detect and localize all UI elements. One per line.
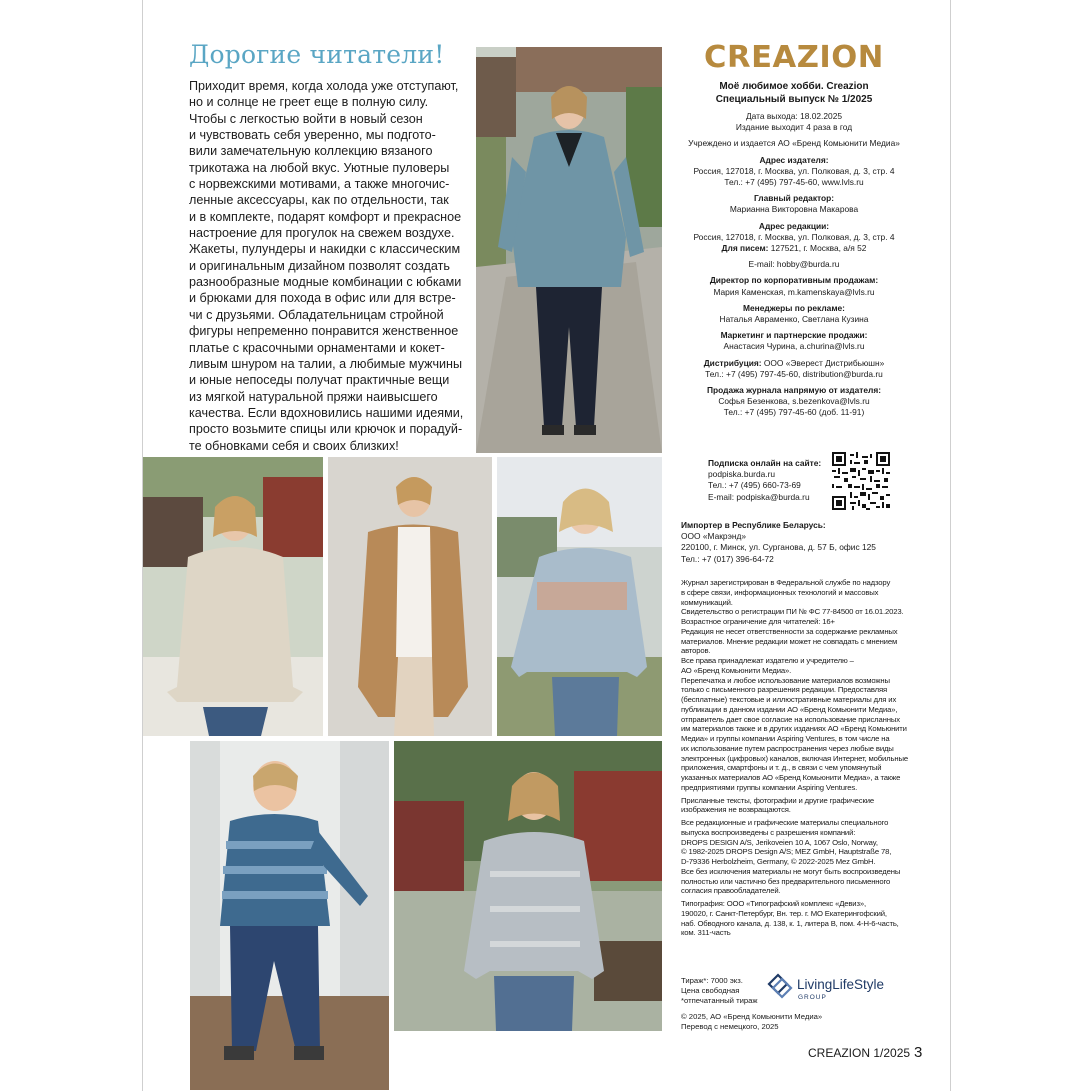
- intro-line: настроение для прогулок на свежем воздухе.: [189, 226, 455, 241]
- legal-line: Свидетельство о регистрации ПИ № ФС 77-84500 от 16.01.2023.: [681, 607, 904, 617]
- redaction-email: E-mail: hobby@burda.ru: [748, 259, 840, 270]
- intro-line: Чтобы с легкостью войти в новый сезон: [189, 111, 423, 126]
- legal-line: изображения не возвращаются.: [681, 805, 791, 815]
- intro-line: фигуры непременно понравится женственное: [189, 324, 459, 339]
- legal-line: Все права принадлежат издателю и учредителю –: [681, 656, 854, 665]
- publisher-phone: Тел.: +7 (495) 797-45-60, www.lvls.ru: [724, 177, 864, 188]
- intro-line: ливым шнуром на талии, а любимые мужчины: [189, 356, 463, 371]
- intro-line: платье с красочными орнаментами и кокет-: [189, 340, 445, 355]
- direct-sales-name: Софья Безенкова, s.bezenkova@lvls.ru: [718, 396, 870, 407]
- legal-line: выпуска воспроизведены с разрешения компаний:: [681, 827, 856, 837]
- legal-line: Возрастное ограничение для читателей: 16+: [681, 617, 835, 626]
- legal-line: публикации в данном издании АО «Бренд Комьюнити Медиа»,: [681, 704, 898, 714]
- legal-line: © 1982-2025 DROPS Design A/S; MEZ GmbH, Hauptstraße 78,: [681, 847, 892, 857]
- ads-heading: Менеджеры по рекламе:: [743, 302, 845, 313]
- intro-text: [189, 78, 474, 454]
- legal-line: приложения, смартфоны и т. д., в связи с чем упомянутый: [681, 763, 882, 773]
- copyright-line: © 2025, АО «Бренд Комьюнити Медиа»: [681, 1012, 823, 1021]
- publisher-address: Россия, 127018, г. Москва, ул. Полковая, д. 3, стр. 4: [693, 165, 895, 176]
- intro-line: ленные аксессуары, как по отдельности, так: [189, 193, 449, 208]
- intro-line: чи с друзьями. Обладательницам стройной: [189, 307, 444, 322]
- photo-woman-beige-sweater: [143, 457, 323, 736]
- legal-line: 190020, г. Санкт-Петербург, Вн. тер. г. МО Екатерингофский,: [681, 908, 887, 918]
- intro-line: но и солнце не греет еще в полную силу.: [189, 95, 429, 110]
- legal-line: их использование путем распространения через любые виды: [681, 743, 894, 753]
- subscription-phone: Тел.: +7 (495) 660-73-69: [708, 480, 801, 491]
- subscription-block: [708, 458, 838, 503]
- distribution-phone: Тел.: +7 (495) 797-45-60, distribution@burda.ru: [705, 368, 883, 379]
- legal-line: предприятиями группы компании Aspiring Ventures.: [681, 782, 858, 792]
- imprint-subtitle: Моё любимое хобби. Creazion: [719, 81, 869, 92]
- legal-line: Все редакционные и графические материалы специального: [681, 818, 889, 827]
- belarus-importer: [681, 520, 907, 565]
- direct-sales-phone: Тел.: +7 (495) 797-45-60 (доб. 11-91): [723, 407, 865, 418]
- creazion-logo: CREAZION: [704, 40, 884, 75]
- intro-line: и брюками для похода в офис или для встре-: [189, 291, 456, 306]
- intro-line: и оригинальным дизайном позволят создать: [189, 258, 450, 273]
- intro-line: и в комплекте, подарят комфорт и прекрасное: [189, 209, 462, 224]
- legal-line: Все без исключения материалы не могут быть воспроизведены: [681, 866, 901, 876]
- distribution-value: ООО «Эверест Дистрибьюшн»: [761, 357, 885, 368]
- letters-address: [681, 243, 907, 254]
- release-date: Дата выхода: 18.02.2025: [745, 111, 843, 121]
- page-footer: [808, 1044, 922, 1061]
- legal-line: Редакция не несет ответственности за содержание рекламных: [681, 626, 898, 636]
- intro-line: разнообразные модные комбинации с юбками: [189, 275, 462, 290]
- subscription-site[interactable]: podpiska.burda.ru: [708, 469, 776, 480]
- photo-woman-grey-cardigan: [394, 741, 662, 1031]
- legal-line: Присланные тексты, фотографии и другие графические: [681, 795, 874, 805]
- intro-line: Приходит время, когда холода уже отступают,: [189, 79, 459, 93]
- intro-line: и чувствовать себя уверенно, мы подгото-: [189, 128, 436, 143]
- intro-line: те обновками себя и своих близких!: [189, 438, 399, 453]
- editor-name: Марианна Викторовна Макарова: [729, 204, 859, 215]
- legal-line: Перепечатка и любое использование материалов возможны: [681, 675, 890, 685]
- subscription-email[interactable]: E-mail: podpiska@burda.ru: [708, 491, 810, 502]
- livinglifestyle-logo: [767, 972, 907, 1002]
- translation-line: Перевод с немецкого, 2025: [681, 1021, 779, 1031]
- corp-sales-name: Мария Каменская, m.kamenskaya@lvls.ru: [713, 286, 875, 297]
- legal-line: наб. Обводного канала, д. 138, к. 1, литера В, пом. 4-Н-6-часть,: [681, 918, 899, 928]
- imprint-issue: Специальный выпуск № 1/2025: [715, 94, 873, 105]
- letters-label: Для писем:: [721, 243, 769, 254]
- legal-line: согласия правообладателей.: [681, 886, 781, 896]
- distribution-label: Дистрибуция:: [703, 357, 762, 368]
- legal-line: Журнал зарегистрирован в Федеральной службе по надзору: [681, 578, 891, 587]
- legal-line: Медиа» и группы компании Aspiring Ventures, в том числе на: [681, 734, 890, 743]
- publisher-heading: Адрес издателя:: [759, 154, 829, 165]
- legal-line: отправитель дает свое согласие на использование присланных: [681, 714, 900, 724]
- price-line: Цена свободная: [681, 985, 740, 995]
- letters-value: 127521, г. Москва, а/я 52: [768, 243, 867, 254]
- distribution-line: [681, 358, 907, 369]
- intro-line: просто возьмите спицы или крючок и порадуй-: [189, 422, 463, 437]
- print-run-line: Тираж*: 7000 экз.: [681, 976, 743, 985]
- photo-woman-golden-shawl: [328, 457, 492, 736]
- copyright: [681, 1012, 881, 1032]
- livinglifestyle-name: LivingLifeStyle: [797, 977, 885, 992]
- photo-boy-striped-sweater: [190, 741, 389, 1090]
- legal-line: Типография: ООО «Типографский комплекс «Девиз»,: [681, 899, 866, 908]
- redaction-heading: Адрес редакции:: [758, 220, 830, 231]
- ads-names: Наталья Авраменко, Светлана Кузина: [719, 314, 869, 325]
- livinglifestyle-group: GROUP: [798, 994, 827, 1001]
- photo-woman-blue-tunic: [476, 47, 662, 453]
- intro-title: Дорогие читатели!: [189, 40, 445, 69]
- legal-line: АО «Бренд Комьюнити Медиа».: [681, 665, 792, 675]
- belarus-phone: Тел.: +7 (017) 396-64-72: [681, 553, 774, 564]
- belarus-address: 220100, г. Минск, ул. Сурганова, д. 57 Б, офис 125: [681, 542, 876, 553]
- legal-line: авторов.: [681, 646, 711, 656]
- print-run: [681, 976, 771, 1005]
- qr-code-icon: [832, 452, 890, 510]
- subscription-heading: Подписка онлайн на сайте:: [708, 458, 822, 468]
- intro-line: с норвежскими мотивами, а также многочис-: [189, 177, 450, 192]
- legal-line: указанных материалов АО «Бренд Комьюнити Медиа», а также: [681, 773, 901, 782]
- print-run-note: *отпечатанный тираж: [681, 995, 758, 1005]
- page-number: 3: [914, 1044, 923, 1061]
- footer-magazine: CREAZION 1/2025: [808, 1046, 911, 1060]
- intro-line: из мягкой натуральной пряжи наивысшего: [189, 389, 438, 404]
- legal-line: электронных (цифровых) каналов, включая Интернет, мобильные: [681, 753, 908, 763]
- legal-line: полностью или частично без предварительного письменного: [681, 876, 891, 886]
- legal-line: коммуникаций.: [681, 597, 733, 607]
- legal-line: ком. 311-часть: [681, 928, 731, 938]
- legal-line: в сфере связи, информационных технологий и массовых: [681, 587, 879, 597]
- founder-line: Учреждено и издается АО «Бренд Комьюнити Медиа»: [688, 138, 900, 149]
- corp-sales-heading: Директор по корпоративным продажам:: [709, 275, 879, 286]
- imprint-column: [681, 40, 907, 419]
- intro-line: и юные непоседы получат практичные вещи: [189, 373, 450, 388]
- intro-line: Жакеты, пулундеры и накидки с классическим: [189, 242, 461, 257]
- release-frequency: Издание выходит 4 раза в год: [735, 122, 853, 133]
- editor-heading: Главный редактор:: [753, 193, 835, 204]
- intro-line: качества. Если вдохновились нашими идеями,: [189, 405, 464, 420]
- intro-line: трикотажа на любой вкус. Уютные пуловеры: [189, 160, 450, 175]
- direct-sales-heading: Продажа журнала напрямую от издателя:: [706, 385, 882, 396]
- legal-line: DROPS DESIGN A/S, Jerikoveien 10 A, 1067 Oslo, Norway,: [681, 837, 878, 847]
- legal-line: (бесплатные) текстовые и иллюстративные материалы для их: [681, 695, 897, 704]
- marketing-name: Анастасия Чурина, a.churina@lvls.ru: [723, 341, 865, 352]
- intro-line: вили замечательную коллекцию вязаного: [189, 144, 433, 159]
- redaction-address: Россия, 127018, г. Москва, ул. Полковая, д. 3, стр. 4: [693, 231, 895, 242]
- legal-line: только с письменного разрешения редакции. Предоставляя: [681, 685, 887, 695]
- legal-notice: [681, 578, 909, 938]
- legal-line: D-79336 Herbolzheim, Germany, © 2022-2025 Mez GmbH.: [681, 857, 876, 866]
- legal-line: материалов. Мнение редакции может не совпадать с мнением: [681, 636, 898, 646]
- photo-woman-fairisle-cardigan: [497, 457, 662, 736]
- legal-line: им материалов также и в других изданиях АО «Бренд Комьюнити: [681, 724, 907, 734]
- belarus-company: ООО «Макрэнд»: [681, 531, 747, 542]
- belarus-heading: Импортер в Республике Беларусь:: [681, 520, 826, 530]
- marketing-heading: Маркетинг и партнерские продажи:: [720, 330, 868, 341]
- livinglifestyle-mark-icon: [769, 975, 791, 997]
